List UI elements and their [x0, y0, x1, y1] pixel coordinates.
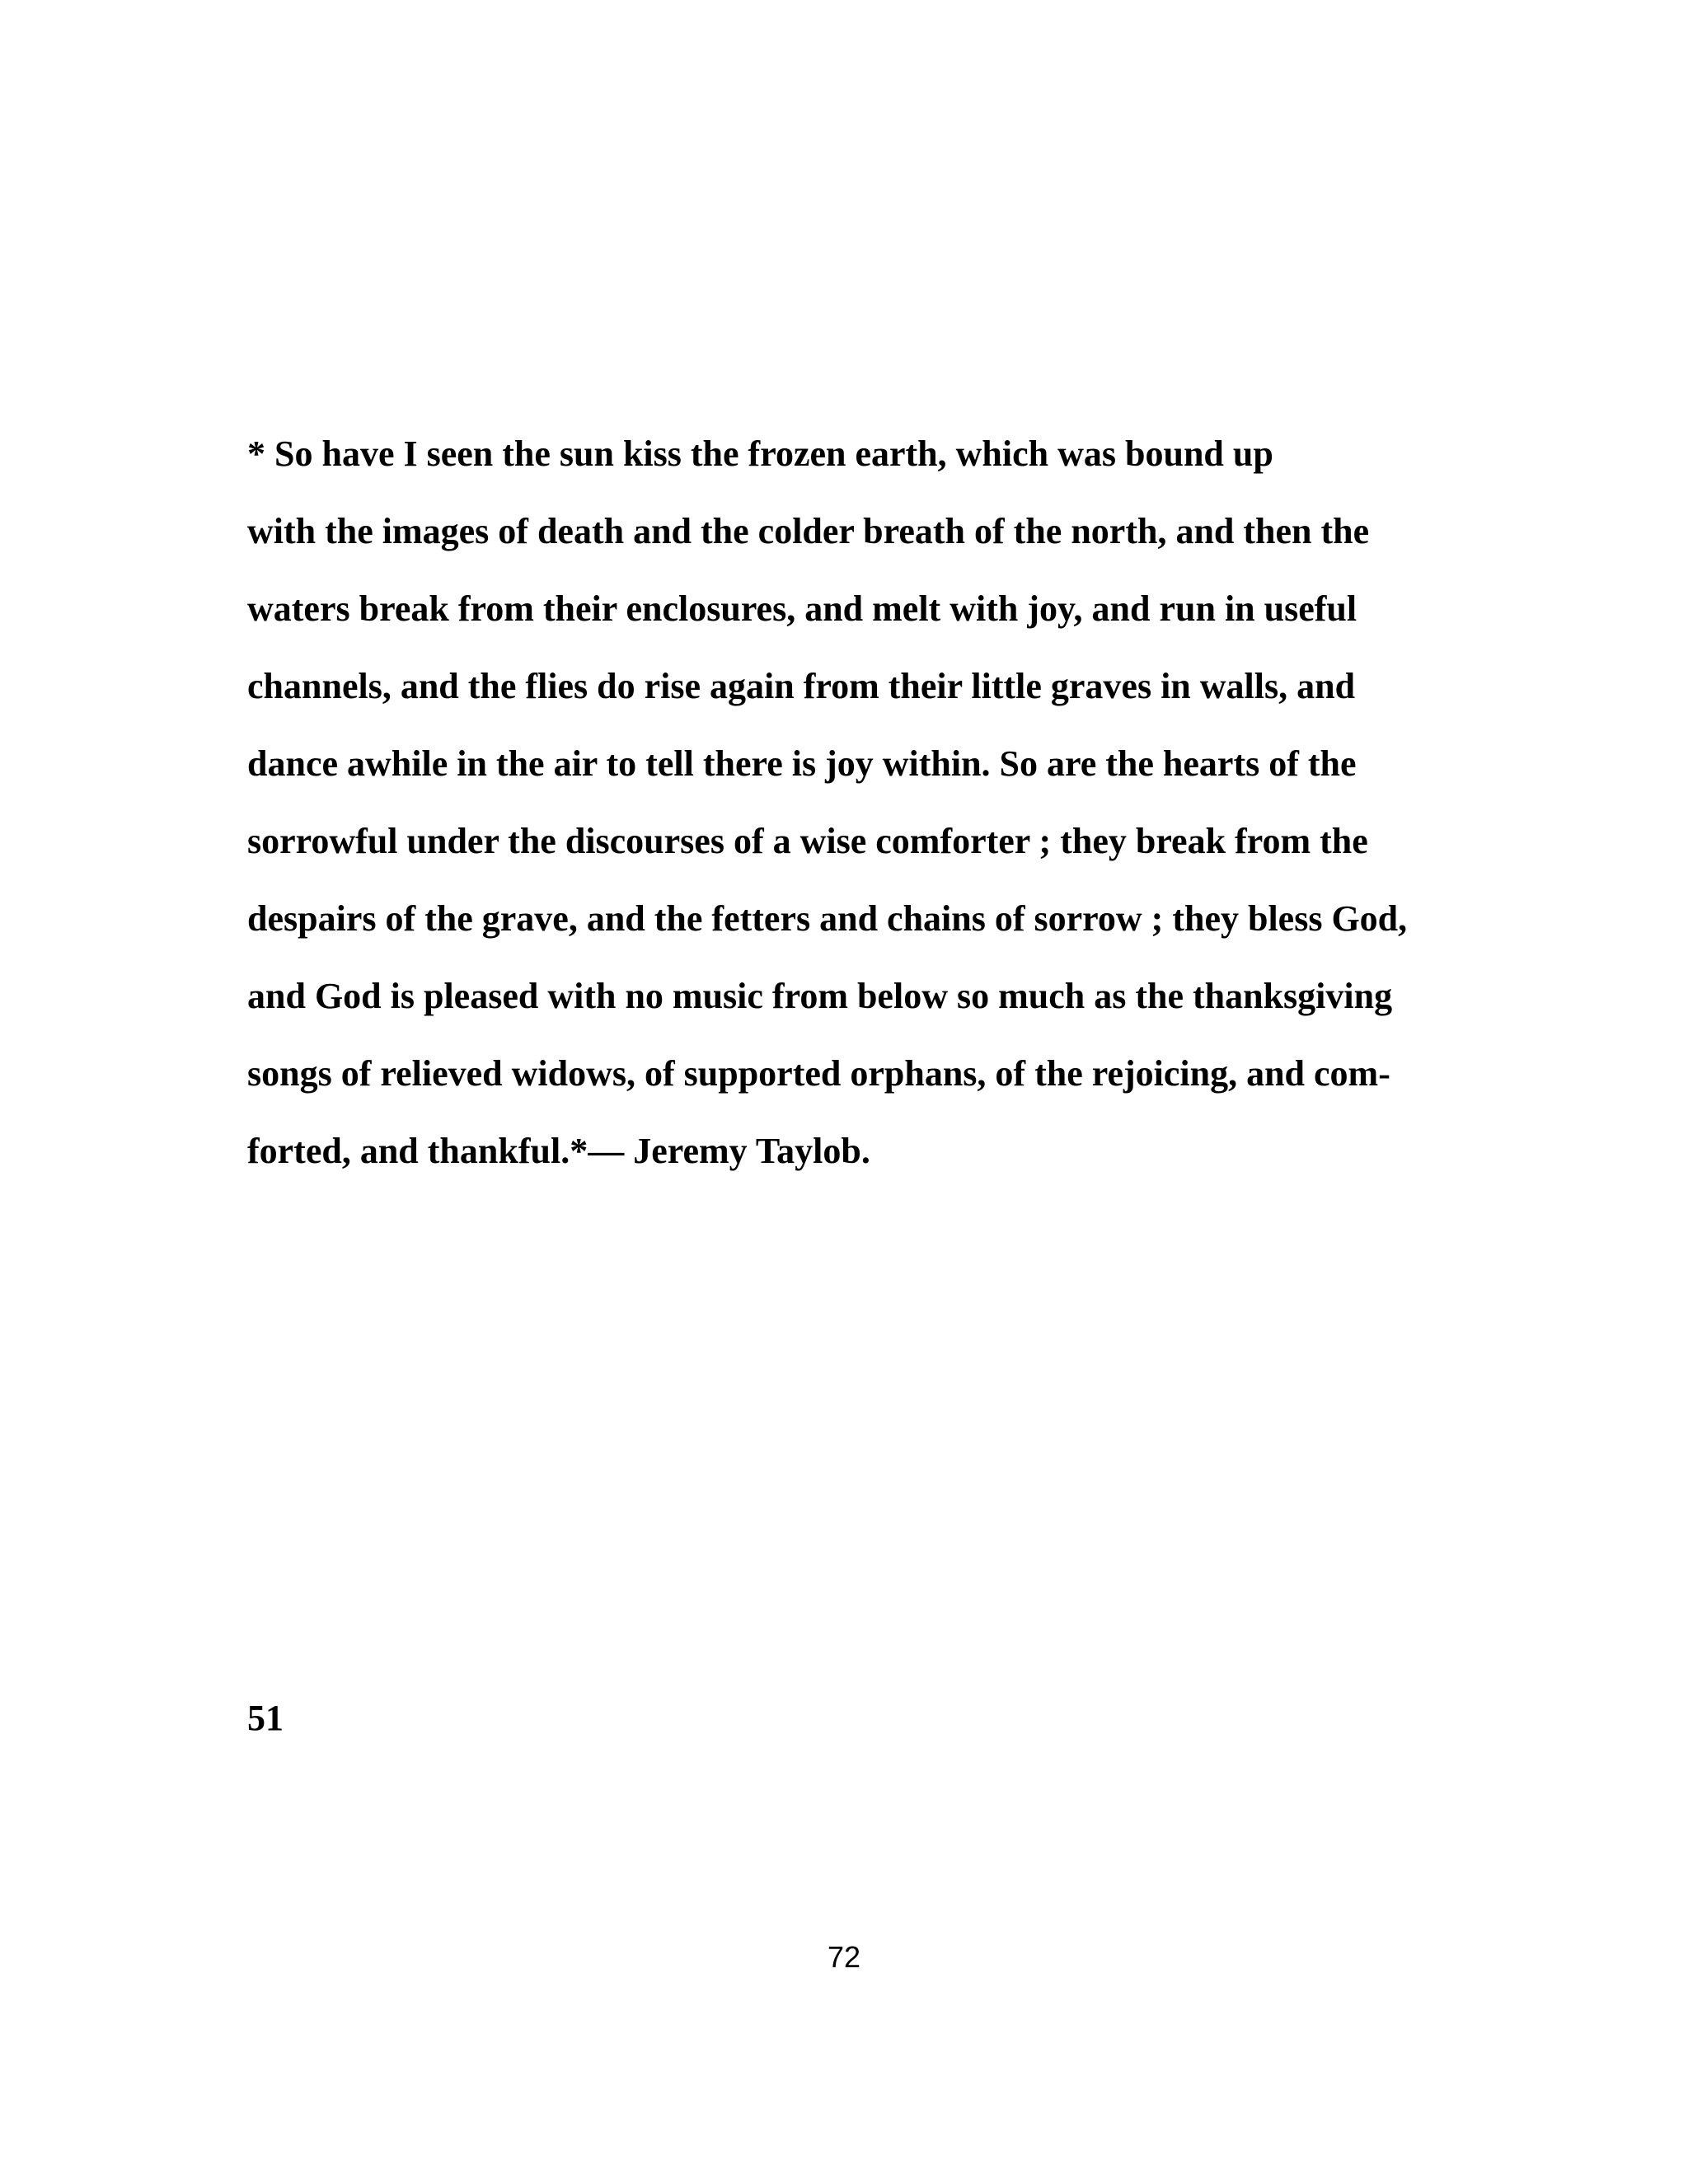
paragraph-7: despairs of the grave, and the fetters and chains of sorrow ; they bless God, — [247, 898, 1408, 939]
body-text — [247, 429, 1467, 1203]
paragraph-10: forted, and thankful.*— Jeremy Taylob. — [247, 1131, 870, 1171]
paragraph-6: sorrowful under the discourses of a wise comforter ; they break from the — [247, 821, 1368, 861]
page-number: 72 — [827, 1940, 861, 1974]
paragraph-2: with the images of death and the colder breath of the north, and then the — [247, 511, 1370, 551]
original-page-folio: 51 — [247, 1698, 284, 1738]
paragraph-8: and God is pleased with no music from below so much as the thanksgiving — [247, 976, 1393, 1016]
paragraph-5: dance awhile in the air to tell there is joy within. So are the hearts of the — [247, 743, 1357, 784]
paragraph-4: channels, and the flies do rise again from their little graves in walls, and — [247, 666, 1356, 706]
paragraph-1: * So have I seen the sun kiss the frozen earth, which was bound up — [247, 434, 1273, 474]
paragraph-9: songs of relieved widows, of supported orphans, of the rejoicing, and com- — [247, 1053, 1390, 1094]
paragraph-3: waters break from their enclosures, and melt with joy, and run in useful — [247, 588, 1357, 629]
